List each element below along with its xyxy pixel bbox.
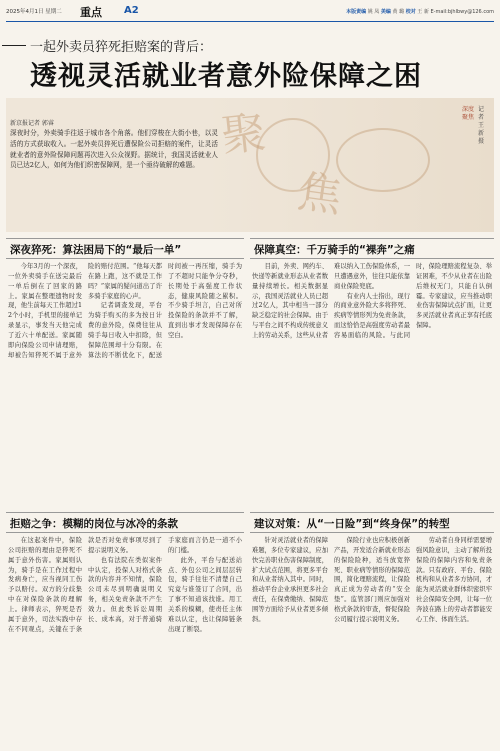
paragraph: 在这起案件中，保险公司拒赔的理由是猝死不属于意外伤害。家属则认为，骑手是在工作过程中发病身亡，应当视同工伤予以赔付。双方的分歧集中在对保险条款的理解上。律师表示，猝死是否属于意外，司法实践中存在不同观点，关键在于条款是否对免责事项尽到了提示说明义务。	[8, 537, 162, 633]
section-divider	[250, 512, 494, 513]
design-label: 美编	[380, 9, 391, 15]
section-title-2: 保障真空：千万骑手的“裸奔”之痛	[254, 244, 415, 256]
section-divider	[250, 258, 494, 259]
section-body-1	[8, 262, 242, 510]
editor-label: 本版责编	[346, 9, 367, 15]
section-title-4: 建议对策：从“一日险”到“终身保”的转型	[254, 518, 450, 530]
hero-character-1: 聚	[218, 106, 269, 163]
hero-character-2: 焦	[294, 166, 345, 223]
byline: 新京报记者 郭睿	[10, 120, 54, 127]
section-title-3: 拒赔之争：模糊的岗位与冰冷的条款	[10, 518, 178, 530]
section-divider	[250, 532, 494, 533]
paragraph: 今年3月的一个深夜，一位外卖骑手在送完最后一单后倒在了回家的路上。家属在整理遗物时发现，他生前每天工作超过12个小时，手机里的接单记录显示，事发当天他完成了近六十单配送。家属随即向保险公司申请理赔，却被告知猝死不属于意外险的赔付范围。“他每天都在路上跑，这不就是工作吗？”家属的疑问道出了许多骑手家庭的心声。	[8, 263, 162, 359]
brush-stroke	[336, 128, 430, 192]
article-intro: 深夜时分，外卖骑手往返于城市各个角落。他们穿梭在大街小巷，以灵活的方式获取收入。一起外卖员猝死后遭保险公司拒赔的案件，让灵活就业者的意外险保障问题再次进入公众视野。据统计，我国灵活就业人员已达2亿人，如何为他们织密保障网，是一个亟待破解的难题。	[10, 129, 218, 170]
paragraph: 有业内人士指出，现行的商业意外险大多将猝死、疾病等情形列为免责条款，而这恰恰是高强度劳动者最容易面临的风险。与此同时，保险理赔流程复杂、举证困难，不少从业者在出险后维权无门，只能自认倒霉。专家建议，应当推动职业伤害保障试点扩面，让更多灵活就业者真正享有托底保障。	[334, 263, 492, 339]
designer-name: 黄 璐	[392, 9, 405, 15]
section-divider	[6, 512, 244, 513]
section-title-1: 深夜猝死：算法困局下的“最后一单”	[10, 244, 182, 256]
paragraph: 记者调查发现，平台为骑手购买的多为按日计费的意外险，保费往往从骑手每日收入中扣除，但保障范围却十分有限。在算法的不断优化下，配送时间被一再压缩，骑手为了不超时只能争分夺秒，长期处于高强度工作状态，健康风险随之累积。不少骑手坦言，自己对所投保险的条款并不了解，直到出事才发现保障存在空白。	[88, 263, 242, 359]
section-divider	[6, 258, 244, 259]
hero-side-text: 深度聚焦	[462, 106, 475, 121]
paragraph: 保险行业也应积极创新产品，开发适合新就业形态的保险险种，适当放宽猝死、职业病等情形的保障范围，简化理赔流程，让保险真正成为劳动者的“安全垫”。监管部门则应加强对格式条款的审查，督促保险公司履行提示说明义务。	[334, 537, 410, 623]
section-divider	[6, 238, 244, 239]
paragraph: 针对灵活就业者的保障难题，多位专家建议，应加快完善职业伤害保障制度，扩大试点范围，将更多平台和从业者纳入其中。同时，推动平台企业承担更多社会责任，在保费缴纳、保障范围等方面给予从业者更多倾斜。	[252, 537, 328, 623]
paragraph: 劳动者自身同样需要增强风险意识，主动了解所投保险的保障内容和免责条款。只有政府、平台、保险机构和从业者多方协同，才能为灵活就业群体织密织牢社会保障安全网，让每一位奔波在路上的劳动者都能安心工作、体面生活。	[416, 537, 492, 623]
editor-name: 姚 凤	[367, 9, 380, 15]
contact-email: E-mail:bjhlbwy@126.com	[430, 9, 494, 15]
editorial-credits	[346, 8, 494, 15]
photo-credit: 记者 王新 摄	[478, 106, 485, 145]
section-body-4	[252, 536, 492, 747]
issue-date: 2025年4月1日 星期二	[6, 9, 62, 15]
article-subtitle: 一起外卖员猝死拒赔案的背后：	[30, 36, 212, 55]
paragraph: 也有法院在类似案件中认定，投保人对格式条款的内容并不知情，保险公司未尽到明确说明义务，相关免责条款不产生效力。但此类诉讼周期长、成本高，对于普通骑手家庭而言仍是一道不小的门槛。	[88, 537, 242, 623]
page-masthead	[6, 4, 494, 20]
paragraph: 此外，平台与配送站点、外包公司之间层层转包，骑手往往不清楚自己究竟与谁签订了合同，出了事不知道该找谁。用工关系的模糊，使责任主体难以认定，也让保障链条出现了断裂。	[168, 556, 242, 633]
page-code: A2	[124, 5, 139, 16]
section-body-3	[8, 536, 242, 747]
masthead-rule	[6, 21, 494, 22]
paragraph: 目前，外卖、网约车、快递等新就业形态从业者数量持续增长。相关数据显示，我国灵活就业人员已超过2亿人，其中相当一部分缺乏稳定的社会保障。由于与平台之间不构成传统意义上的劳动关系，这些从业者难以纳入工伤保险体系，一旦遭遇意外，往往只能依靠商业保险兜底。	[252, 263, 410, 339]
section-divider	[6, 532, 244, 533]
proofreader-name: 王 新	[417, 9, 429, 15]
article-headline: 透视灵活就业者意外险保障之困	[30, 61, 422, 92]
section-name: 重点	[80, 6, 102, 19]
section-body-2	[252, 262, 492, 510]
section-divider	[250, 238, 494, 239]
proof-label: 校对	[405, 9, 416, 15]
